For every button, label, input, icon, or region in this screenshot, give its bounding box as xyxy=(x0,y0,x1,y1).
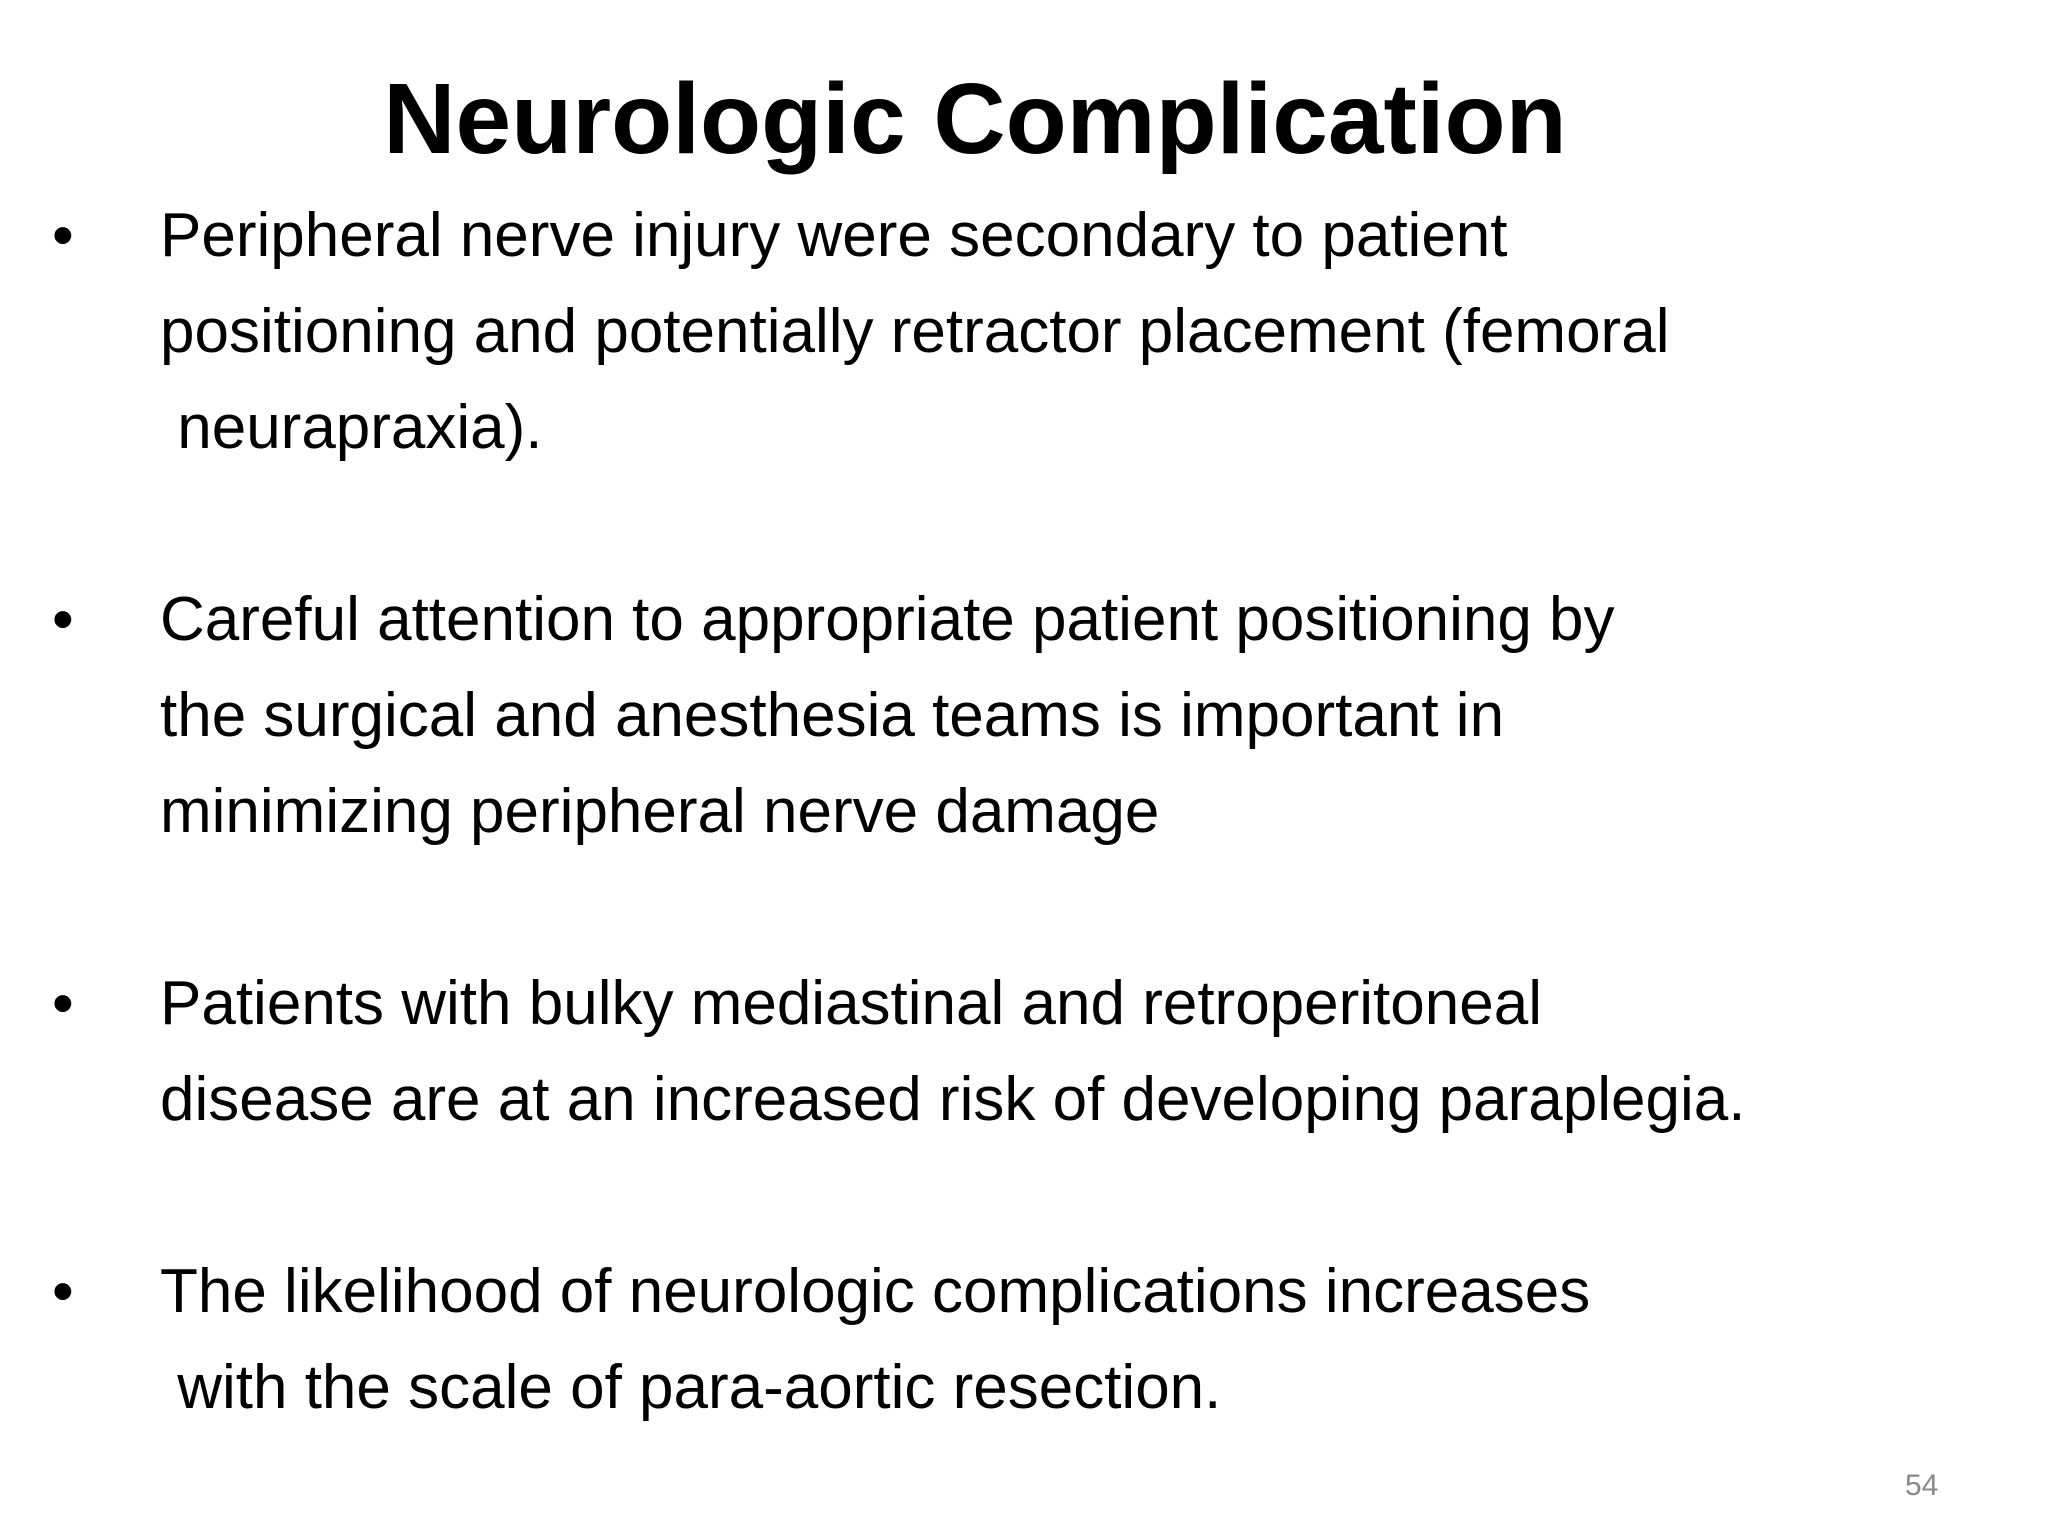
bullet-text-line: neurapraxia). xyxy=(160,393,543,462)
bullet-text-line: disease are at an increased risk of developing paraplegia. xyxy=(160,1065,1746,1134)
slide-title: Neurologic Complication xyxy=(383,63,1567,175)
bullet-dot: • xyxy=(52,1257,74,1326)
bullet-text-line: with the scale of para-aortic resection. xyxy=(160,1353,1222,1422)
bullet-text-line: minimizing peripheral nerve damage xyxy=(160,777,1160,846)
bullet-dot: • xyxy=(52,585,74,654)
bullet-text-line: The likelihood of neurologic complications increases xyxy=(160,1257,1591,1326)
bullet-text-line: Patients with bulky mediastinal and retroperitoneal xyxy=(160,969,1542,1038)
bullet-text-line: Careful attention to appropriate patient positioning by xyxy=(160,585,1615,654)
bullet-text-line: the surgical and anesthesia teams is important in xyxy=(160,681,1505,750)
page-number: 54 xyxy=(1905,1469,1939,1502)
bullet-dot: • xyxy=(52,969,74,1038)
bullet-text-line: Peripheral nerve injury were secondary to patient xyxy=(160,201,1508,270)
bullet-dot: • xyxy=(52,201,74,270)
bullet-text-line: positioning and potentially retractor placement (femoral xyxy=(160,297,1670,366)
